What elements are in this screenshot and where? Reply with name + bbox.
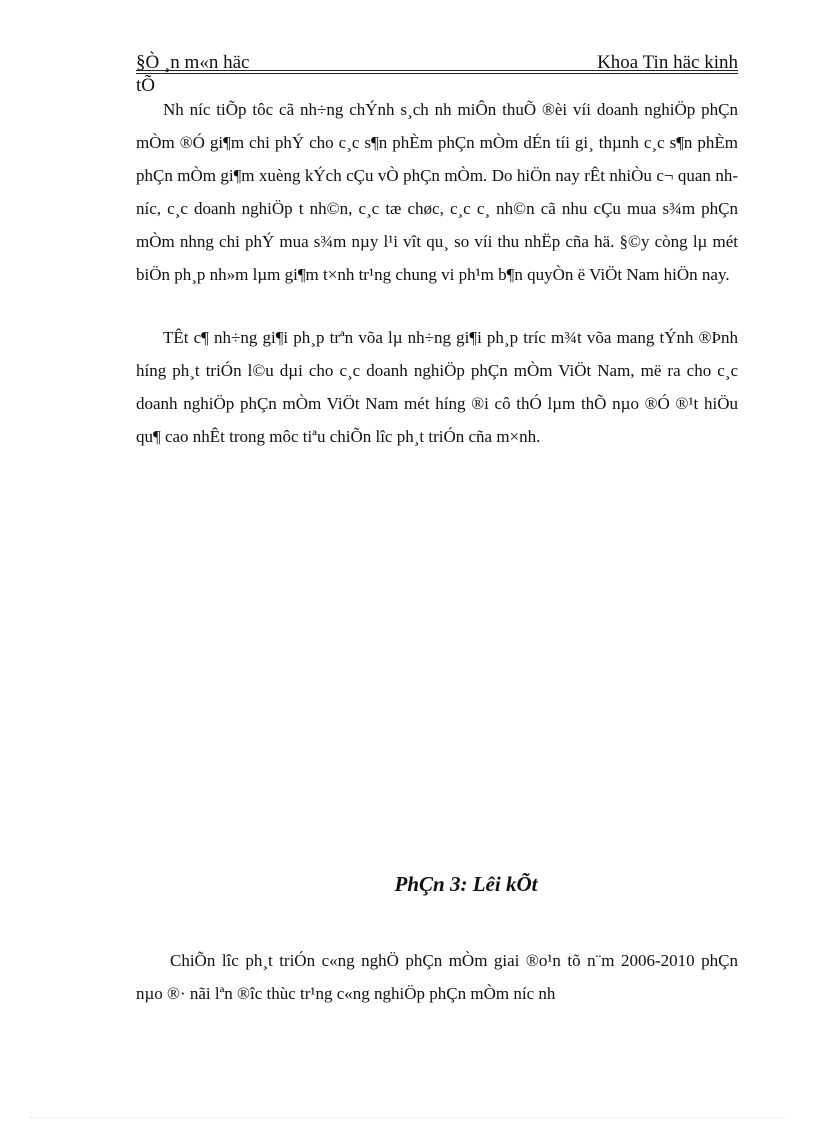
header-continuation: tÕ (136, 75, 155, 96)
header-left: §Ò ¸n m«n häc (136, 52, 250, 73)
header-rule-secondary (136, 73, 738, 74)
paragraph-1: Nh níc tiÕp tôc cã nh÷ng chÝnh s¸ch nh miÔn thuÕ ®èi víi doanh nghiÖp phÇn mÒm ®Ó gi¶m chi phÝ cho c¸c s¶n phÈm phÇn mÒm dÉn tíi gi¸ thµnh c¸c s¶n phÈm phÇn mÒm gi¶m xuèng kÝch cÇu vÒ phÇn mÒm. Do hiÖn nay rÊt nhiÒu c¬ quan nh níc, c¸c doanh nghiÖp t nh©n, c¸c tæ chøc, c¸c c¸ nh©n cã nhu cÇu mua s¾m phÇn mÒm nhng chi phÝ mua s¾m nµy l¹i vît qu¸ so víi thu nhËp cña hä. §©y còng lµ mét biÖn ph¸p nh»m lµm gi¶m t×nh tr¹ng chung vi ph¹m b¶n quyÒn ë ViÖt Nam hiÖn nay. (136, 100, 738, 284)
page-bottom-divider (30, 1117, 786, 1118)
header-rule (136, 70, 738, 71)
header-right: Khoa Tin häc kinh (597, 52, 738, 73)
section-title: PhÇn 3: Lêi kÕt (394, 872, 538, 896)
paragraph-3: ChiÕn lîc ph¸t triÓn c«ng nghÖ phÇn mÒm giai ®o¹n tõ n¨m 2006-2010 phÇn nµo ®· nãi lªn ®îc thùc tr¹ng c«ng nghiÖp phÇn mÒm níc nh (136, 951, 738, 1003)
paragraph-2: TÊt c¶ nh÷ng gi¶i ph¸p trªn võa lµ nh÷ng gi¶i ph¸p tríc m¾t võa mang tÝnh ®Þnh híng ph¸t triÓn l©u dµi cho c¸c doanh nghiÖp phÇn mÒm ViÖt Nam, më ra cho c¸c doanh nghiÖp phÇn mÒm ViÖt Nam mét híng ®i cô thÓ lµm thÕ nµo ®Ó ®¹t hiÖu qu¶ cao nhÊt trong môc tiªu chiÕn lîc ph¸t triÓn cña m×nh. (136, 328, 738, 446)
